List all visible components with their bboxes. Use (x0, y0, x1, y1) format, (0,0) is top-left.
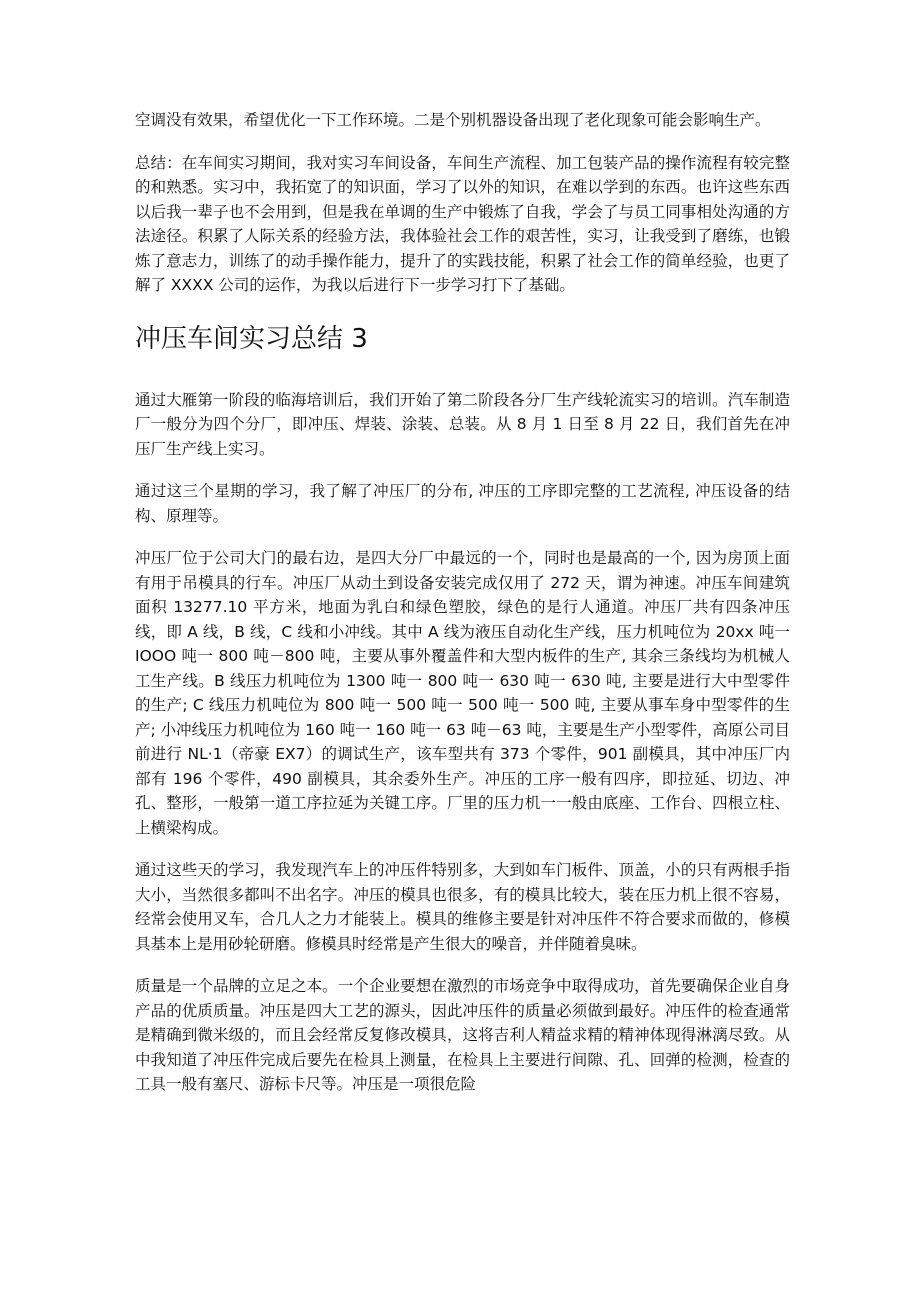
paragraph-section-5: 质量是一个品牌的立足之本。一个企业要想在激烈的市场竞争中取得成功，首先要确保企业自身产品的优质质量。冲压是四大工艺的源头，因此冲压件的质量必须做到最好。冲压件的检查通常是精确到微米级的，而且会经常反复修改模具，这将吉利人精益求精的精神体现得淋漓尽致。从中我知道了冲压件完成后要先在检具上测量，在检具上主要进行间隙、孔、回弹的检测，检查的工具一般有塞尺、游标卡尺等。冲压是一项很危险 (135, 977, 790, 1093)
paragraph-section-4: 通过这些天的学习，我发现汽车上的冲压件特别多，大到如车门板件、顶盖，小的只有两根手指大小，当然很多都叫不出名字。冲压的模具也很多，有的模具比较大，装在压力机上很不容易，经常会使用叉车，合几人之力才能装上。模具的维修主要是针对冲压件不符合要求而做的，修模具基本上是用砂轮研磨。修模具时经常是产生很大的噪音，并伴随着臭味。 (135, 861, 790, 953)
paragraph-section-2: 通过这三个星期的学习，我了解了冲压厂的分布, 冲压的工序即完整的工艺流程, 冲压设备的结构、原理等。 (135, 482, 790, 525)
section-title: 冲压车间实习总结 3 (135, 323, 368, 354)
paragraph-intro-1: 空调没有效果，希望优化一下工作环境。二是个别机器设备出现了老化现象可能会影响生产。 (135, 111, 771, 129)
paragraph-section-1: 通过大雁第一阶段的临海培训后，我们开始了第二阶段各分厂生产线轮流实习的培训。汽车制造厂一般分为四个分厂，即冲压、焊装、涂装、总装。从 8 月 1 日至 8 月 22 日，我们首先在冲压厂生产线上实习。 (135, 390, 790, 458)
document-page (135, 108, 790, 1115)
paragraph-summary: 总结：在车间实习期间，我对实习车间设备，车间生产流程、加工包装产品的操作流程有较完整的和熟悉。实习中，我拓宽了的知识面，学习了以外的知识，在难以学到的东西。也许这些东西以后我一辈子也不会用到，但是我在单调的生产中锻炼了自我，学会了与员工同事相处沟通的方法途径。积累了人际关系的经验方法，我体验社会工作的艰苦性，实习，让我受到了磨练，也锻炼了意志力，训练了的动手操作能力，提升了的实践技能，积累了社会工作的简单经验，也更了解了 XXXX 公司的运作，为我以后进行下一步学习打下了基础。 (135, 153, 790, 294)
paragraph-section-3: 冲压厂位于公司大门的最右边，是四大分厂中最远的一个，同时也是最高的一个, 因为房顶上面有用于吊模具的行车。冲压厂从动土到设备安装完成仅用了 272 天，谓为神速。冲压车间建筑面积 13277.10 平方米，地面为乳白和绿色塑胶，绿色的是行人通道。冲压厂共有四条冲压线，即 A 线，B 线，C 线和小冲线。其中 A 线为液压自动化生产线，压力机吨位为 20xx 吨一 IOOO 吨一 800 吨－800 吨，主要从事外覆盖件和大型内板件的生产, 其余三条线均为机械人工生产线。B 线压力机吨位为 1300 吨一 800 吨一 630 吨一 630 吨, 主要是进行大中型零件的生产; C 线压力机吨位为 800 吨一 500 吨一 500 吨一 500 吨, 主要从事车身中型零件的生产; 小冲线压力机吨位为 160 吨一 160 吨一 63 吨－63 吨，主要是生产小型零件，高原公司目前进行 NL·1（帝豪 EX7）的调试生产，该车型共有 373 个零件，901 副模具，其中冲压厂内部有 196 个零件，490 副模具，其余委外生产。冲压的工序一般有四序，即拉延、切边、冲孔、整形，一般第一道工序拉延为关键工序。厂里的压力机一一般由底座、工作台、四根立柱、上横梁构成。 (135, 549, 790, 837)
